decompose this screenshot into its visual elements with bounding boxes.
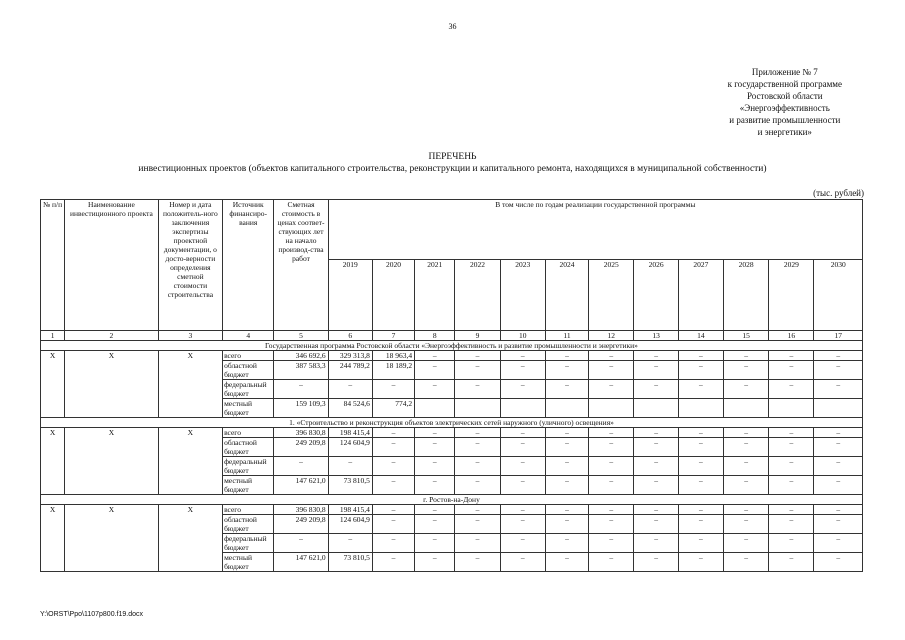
year-2020-cell: –: [372, 505, 414, 515]
column-number: 14: [678, 331, 723, 341]
year-cell: –: [769, 351, 814, 361]
year-cell: –: [769, 476, 814, 495]
header-year: 2029: [769, 259, 814, 330]
funding-source: федеральный бюджет: [223, 534, 274, 553]
year-2020-cell: –: [372, 438, 414, 457]
year-cell: –: [769, 534, 814, 553]
cost-cell: 396 830,8: [274, 428, 328, 438]
column-number: 2: [65, 331, 159, 341]
column-number: 4: [223, 331, 274, 341]
year-cell: –: [723, 428, 768, 438]
year-2020-cell: 774,2: [372, 399, 414, 418]
year-cell: –: [678, 361, 723, 380]
year-2020-cell: –: [372, 457, 414, 476]
year-2019-cell: –: [328, 380, 372, 399]
year-cell: –: [455, 505, 500, 515]
year-2019-cell: 198 415,4: [328, 428, 372, 438]
year-2020-cell: 18 963,4: [372, 351, 414, 361]
cost-cell: 387 583,3: [274, 361, 328, 380]
year-2019-cell: –: [328, 534, 372, 553]
year-cell: –: [634, 515, 678, 534]
year-cell: –: [814, 505, 863, 515]
year-cell: [415, 399, 455, 418]
year-cell: –: [589, 428, 634, 438]
year-cell: –: [589, 553, 634, 572]
table-row: [41, 351, 863, 361]
year-2020-cell: –: [372, 380, 414, 399]
header-year: 2021: [415, 259, 455, 330]
year-cell: –: [455, 361, 500, 380]
cost-cell: 147 621,0: [274, 553, 328, 572]
year-cell: –: [678, 351, 723, 361]
header-year: 2025: [589, 259, 634, 330]
year-cell: –: [589, 380, 634, 399]
year-2019-cell: 124 604,9: [328, 515, 372, 534]
funding-source: всего: [223, 351, 274, 361]
funding-source: местный бюджет: [223, 399, 274, 418]
year-cell: –: [415, 476, 455, 495]
file-path: Y:\ORST\Ppo\1107p800.f19.docx: [40, 611, 143, 618]
cost-cell: –: [274, 534, 328, 553]
year-cell: –: [500, 534, 545, 553]
year-cell: –: [500, 515, 545, 534]
year-cell: –: [723, 438, 768, 457]
year-cell: –: [415, 438, 455, 457]
cost-cell: –: [274, 380, 328, 399]
year-2019-cell: –: [328, 457, 372, 476]
year-cell: –: [415, 361, 455, 380]
year-cell: –: [678, 515, 723, 534]
year-cell: –: [415, 553, 455, 572]
year-cell: –: [415, 457, 455, 476]
year-2020-cell: –: [372, 428, 414, 438]
cost-cell: 147 621,0: [274, 476, 328, 495]
header-year: 2020: [372, 259, 414, 330]
year-cell: –: [814, 457, 863, 476]
year-2019-cell: 198 415,4: [328, 505, 372, 515]
year-cell: –: [723, 351, 768, 361]
year-cell: –: [814, 553, 863, 572]
year-cell: –: [545, 438, 588, 457]
year-cell: –: [634, 351, 678, 361]
year-cell: –: [769, 380, 814, 399]
x-mark-expertise: X: [158, 428, 222, 495]
year-cell: –: [500, 476, 545, 495]
year-2019-cell: 124 604,9: [328, 438, 372, 457]
appendix-line: к государственной программе: [727, 79, 842, 89]
year-cell: –: [814, 361, 863, 380]
cost-cell: –: [274, 457, 328, 476]
year-cell: –: [500, 380, 545, 399]
year-cell: –: [415, 351, 455, 361]
year-cell: –: [589, 534, 634, 553]
year-cell: –: [634, 457, 678, 476]
year-cell: –: [678, 534, 723, 553]
year-2019-cell: 84 524,6: [328, 399, 372, 418]
year-cell: –: [545, 553, 588, 572]
header-year: 2019: [328, 259, 372, 330]
year-cell: –: [678, 438, 723, 457]
year-cell: [500, 399, 545, 418]
year-cell: –: [455, 476, 500, 495]
year-cell: –: [769, 438, 814, 457]
year-cell: –: [545, 351, 588, 361]
year-cell: [769, 399, 814, 418]
column-number: 8: [415, 331, 455, 341]
year-cell: [545, 399, 588, 418]
year-2019-cell: 244 789,2: [328, 361, 372, 380]
year-2020-cell: –: [372, 515, 414, 534]
year-2020-cell: –: [372, 476, 414, 495]
funding-source: местный бюджет: [223, 553, 274, 572]
column-number: 17: [814, 331, 863, 341]
column-number: 11: [545, 331, 588, 341]
year-cell: –: [500, 361, 545, 380]
cost-cell: 249 209,8: [274, 515, 328, 534]
appendix-line: и развитие промышленности: [729, 115, 841, 125]
year-cell: –: [589, 476, 634, 495]
header-year: 2026: [634, 259, 678, 330]
year-cell: –: [545, 457, 588, 476]
year-cell: –: [678, 505, 723, 515]
year-cell: –: [589, 515, 634, 534]
section-title: г. Ростов-на-Дону: [41, 495, 863, 505]
header-num: № п/п: [41, 200, 65, 331]
year-cell: [723, 399, 768, 418]
year-cell: –: [545, 534, 588, 553]
section-row: [41, 495, 863, 505]
section-title: 1. «Строительство и реконструкция объектов электрических сетей наружного (уличного) освещения»: [41, 418, 863, 428]
x-mark-expertise: X: [158, 351, 222, 418]
year-cell: –: [545, 476, 588, 495]
cost-cell: 396 830,8: [274, 505, 328, 515]
year-cell: –: [814, 438, 863, 457]
year-cell: [678, 399, 723, 418]
year-cell: –: [589, 438, 634, 457]
header-expertise: Номер и дата положитель-ного заключения экспертизы проектной документации, о досто-верности определения сметной стоимости строительства: [158, 200, 222, 331]
year-cell: –: [723, 515, 768, 534]
section-row: [41, 418, 863, 428]
year-cell: –: [769, 361, 814, 380]
year-cell: –: [814, 380, 863, 399]
year-cell: –: [678, 476, 723, 495]
year-cell: –: [589, 361, 634, 380]
year-cell: –: [634, 361, 678, 380]
year-cell: [634, 399, 678, 418]
x-mark-name: X: [65, 351, 159, 418]
year-cell: –: [634, 476, 678, 495]
year-cell: –: [455, 515, 500, 534]
column-number: 10: [500, 331, 545, 341]
year-cell: –: [415, 428, 455, 438]
year-cell: –: [814, 428, 863, 438]
funding-source: федеральный бюджет: [223, 457, 274, 476]
year-2019-cell: 329 313,8: [328, 351, 372, 361]
header-year: 2022: [455, 259, 500, 330]
year-cell: –: [769, 428, 814, 438]
funding-source: областной бюджет: [223, 515, 274, 534]
year-cell: –: [455, 457, 500, 476]
year-cell: –: [723, 457, 768, 476]
year-cell: –: [455, 438, 500, 457]
year-cell: –: [678, 428, 723, 438]
year-cell: –: [500, 438, 545, 457]
year-cell: –: [415, 505, 455, 515]
table-row: [41, 428, 863, 438]
header-year: 2027: [678, 259, 723, 330]
year-cell: –: [545, 361, 588, 380]
year-cell: –: [723, 361, 768, 380]
column-number: 1: [41, 331, 65, 341]
section-row: [41, 341, 863, 351]
funding-source: федеральный бюджет: [223, 380, 274, 399]
year-cell: –: [500, 505, 545, 515]
funding-source: местный бюджет: [223, 476, 274, 495]
header-years-group: В том числе по годам реализации государственной программы: [328, 200, 862, 260]
x-mark-num: X: [41, 505, 65, 572]
year-cell: –: [678, 380, 723, 399]
year-2020-cell: 18 189,2: [372, 361, 414, 380]
cost-cell: 249 209,8: [274, 438, 328, 457]
cost-cell: 159 109,3: [274, 399, 328, 418]
year-cell: –: [500, 428, 545, 438]
column-number: 7: [372, 331, 414, 341]
header-year: 2023: [500, 259, 545, 330]
year-cell: [455, 399, 500, 418]
year-cell: –: [723, 380, 768, 399]
year-cell: –: [589, 505, 634, 515]
year-2019-cell: 73 810,5: [328, 476, 372, 495]
year-cell: –: [589, 457, 634, 476]
header-year: 2030: [814, 259, 863, 330]
year-cell: –: [589, 351, 634, 361]
appendix-line: Ростовской области: [747, 91, 823, 101]
year-cell: –: [500, 351, 545, 361]
year-cell: –: [500, 553, 545, 572]
title-subheading: инвестиционных проектов (объектов капитального строительства, реконструкции и капитального ремонта, находящихся в муниципальной собственности): [138, 164, 767, 174]
header-cost: Сметная стоимость в ценах соответ-ствующих лет на начало производ-ства работ: [274, 200, 328, 331]
investment-projects-table: [40, 199, 863, 572]
year-cell: –: [723, 553, 768, 572]
year-cell: –: [634, 428, 678, 438]
year-cell: [589, 399, 634, 418]
year-cell: –: [634, 505, 678, 515]
x-mark-num: X: [41, 351, 65, 418]
year-cell: –: [455, 380, 500, 399]
table-row: [41, 505, 863, 515]
year-cell: –: [545, 505, 588, 515]
column-number: 9: [455, 331, 500, 341]
year-cell: –: [415, 534, 455, 553]
header-year: 2024: [545, 259, 588, 330]
column-number: 13: [634, 331, 678, 341]
header-project-name: Наименование инвестиционного проекта: [65, 200, 159, 331]
year-cell: –: [814, 515, 863, 534]
funding-source: областной бюджет: [223, 438, 274, 457]
appendix-line: Приложение № 7: [751, 67, 818, 77]
column-number: 12: [589, 331, 634, 341]
appendix-line: «Энергоэффективность: [739, 103, 830, 113]
year-cell: [814, 399, 863, 418]
section-title: Государственная программа Ростовской области «Энергоэффективность и развитие промышленности и энергетики»: [41, 341, 863, 351]
year-cell: –: [545, 428, 588, 438]
year-cell: –: [723, 534, 768, 553]
year-2020-cell: –: [372, 553, 414, 572]
funding-source: всего: [223, 428, 274, 438]
year-cell: –: [634, 553, 678, 572]
document-title: [0, 151, 905, 175]
year-cell: –: [769, 553, 814, 572]
year-cell: –: [415, 380, 455, 399]
year-cell: –: [678, 553, 723, 572]
x-mark-name: X: [65, 505, 159, 572]
column-number: 16: [769, 331, 814, 341]
column-number: 6: [328, 331, 372, 341]
x-mark-expertise: X: [158, 505, 222, 572]
cost-cell: 346 692,6: [274, 351, 328, 361]
year-cell: –: [678, 457, 723, 476]
year-cell: –: [455, 553, 500, 572]
appendix-block: [728, 66, 842, 138]
year-cell: –: [455, 534, 500, 553]
year-cell: –: [455, 428, 500, 438]
year-cell: –: [455, 351, 500, 361]
year-cell: –: [769, 457, 814, 476]
year-2019-cell: 73 810,5: [328, 553, 372, 572]
funding-source: областной бюджет: [223, 361, 274, 380]
year-cell: –: [769, 505, 814, 515]
appendix-line: и энергетики»: [757, 127, 812, 137]
header-source: Источник финансиро-вания: [223, 200, 274, 331]
year-cell: –: [723, 476, 768, 495]
column-number: 5: [274, 331, 328, 341]
year-cell: –: [634, 534, 678, 553]
header-year: 2028: [723, 259, 768, 330]
year-cell: –: [634, 380, 678, 399]
title-heading: ПЕРЕЧЕНЬ: [428, 152, 477, 162]
page-number: 36: [448, 22, 457, 31]
x-mark-name: X: [65, 428, 159, 495]
year-cell: –: [769, 515, 814, 534]
year-cell: –: [634, 438, 678, 457]
year-cell: –: [814, 476, 863, 495]
year-cell: –: [814, 351, 863, 361]
year-cell: –: [545, 515, 588, 534]
funding-source: всего: [223, 505, 274, 515]
year-cell: –: [814, 534, 863, 553]
year-cell: –: [500, 457, 545, 476]
year-cell: –: [545, 380, 588, 399]
column-number: 15: [723, 331, 768, 341]
column-number: 3: [158, 331, 222, 341]
units-label: (тыс. рублей): [813, 188, 864, 198]
year-cell: –: [415, 515, 455, 534]
year-cell: –: [723, 505, 768, 515]
year-2020-cell: –: [372, 534, 414, 553]
x-mark-num: X: [41, 428, 65, 495]
